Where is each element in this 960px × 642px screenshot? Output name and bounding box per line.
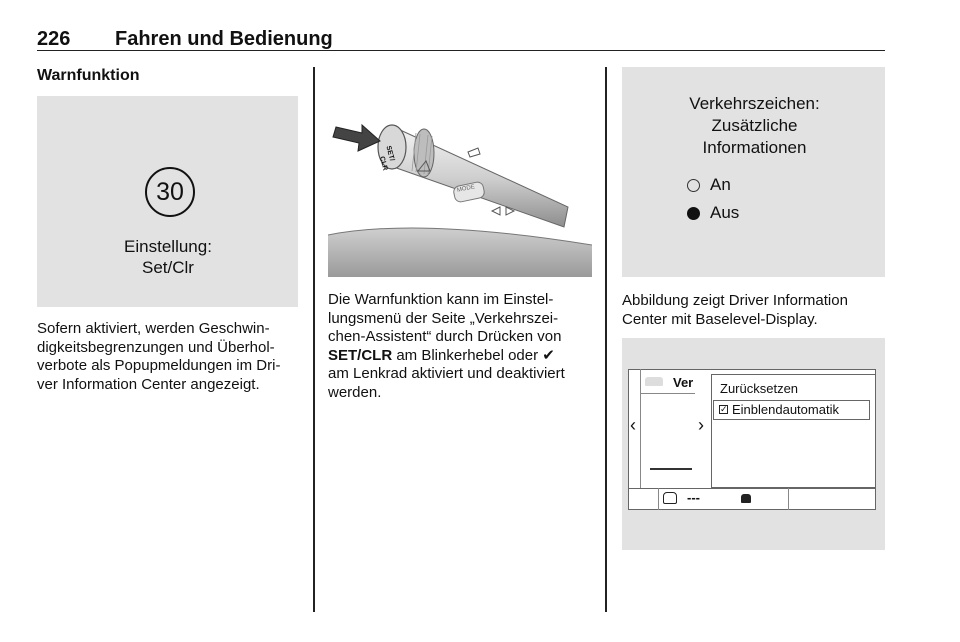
setting-line-1: Einstellung: bbox=[124, 237, 212, 256]
speed-limit-sign-icon bbox=[145, 167, 195, 217]
turn-signal-lever-figure bbox=[328, 67, 592, 277]
dic-title-line: Informationen bbox=[702, 138, 807, 157]
menu-item-einblendautomatik: Einblendautomatik bbox=[732, 402, 839, 417]
option-label-aus: Aus bbox=[710, 203, 740, 222]
column-divider-1 bbox=[313, 67, 315, 612]
text-line: Sofern aktiviert, werden Geschwin- bbox=[37, 320, 270, 337]
car-icon bbox=[645, 377, 663, 386]
text-line: chen-Assistent“ durch Drücken von bbox=[328, 328, 562, 345]
status-divider bbox=[658, 488, 659, 510]
radio-aus[interactable] bbox=[687, 207, 700, 220]
text-line: digkeitsbegrenzungen und Überhol- bbox=[37, 338, 275, 356]
col3-caption bbox=[622, 292, 887, 329]
option-label-an: An bbox=[710, 175, 731, 194]
lever-label-set: SET/ bbox=[384, 145, 396, 162]
menu-item-zuruecksetzen[interactable]: Zurücksetzen bbox=[720, 381, 799, 396]
set-clr-keyword: SET/CLR bbox=[328, 346, 393, 364]
text-line: Die Warnfunktion kann im Einstel- bbox=[328, 291, 554, 308]
lever-label-mode: MODE bbox=[456, 184, 476, 194]
text-line: am Lenkrad aktiviert und deaktiviert bbox=[328, 365, 565, 382]
page-number: 226 bbox=[37, 28, 71, 50]
dic-menu-title bbox=[622, 93, 887, 159]
nav-right-icon[interactable]: › bbox=[698, 415, 704, 435]
text-line: Center mit Baselevel-Display. bbox=[622, 310, 818, 328]
tab-ver[interactable]: Ver bbox=[673, 375, 694, 390]
text-line: werden. bbox=[328, 383, 382, 401]
radio-an[interactable] bbox=[687, 179, 700, 192]
lever-illustration bbox=[328, 67, 592, 277]
left-panel-divider bbox=[640, 369, 641, 489]
col1-paragraph bbox=[37, 320, 302, 394]
driver-assist-icon bbox=[663, 492, 677, 504]
status-dashes: --- bbox=[687, 490, 700, 505]
col2-paragraph bbox=[328, 291, 598, 402]
speed-limit-value: 30 bbox=[156, 178, 184, 206]
text-line: lungsmenü der Seite „Verkehrszei- bbox=[328, 309, 559, 327]
text-run: am Blinkerhebel oder bbox=[392, 346, 543, 364]
scroll-line bbox=[650, 468, 692, 470]
column-divider-2 bbox=[605, 67, 607, 612]
text-line: ver Information Center angezeigt. bbox=[37, 375, 260, 393]
dic-title-line: Verkehrszeichen: bbox=[689, 94, 820, 113]
dic-title-line: Zusätzliche bbox=[711, 116, 798, 135]
setting-line-2: Set/Clr bbox=[142, 258, 194, 277]
section-title: Warnfunktion bbox=[37, 67, 140, 84]
checkbox-checked-icon: ✓ bbox=[720, 404, 728, 414]
chapter-title: Fahren und Bedienung bbox=[115, 28, 333, 50]
page-header bbox=[37, 28, 885, 51]
text-line: Abbildung zeigt Driver Information bbox=[622, 292, 848, 309]
text-line: verbote als Popupmeldungen im Dri- bbox=[37, 357, 281, 374]
text-line bbox=[328, 347, 598, 366]
status-divider bbox=[788, 488, 789, 510]
nav-left-icon[interactable]: ‹ bbox=[630, 415, 636, 435]
lever-label-clr: CLR bbox=[377, 155, 389, 172]
tab-underline bbox=[641, 393, 695, 394]
checkmark-icon: ✔ bbox=[542, 346, 555, 364]
vehicle-ahead-icon bbox=[741, 494, 751, 503]
